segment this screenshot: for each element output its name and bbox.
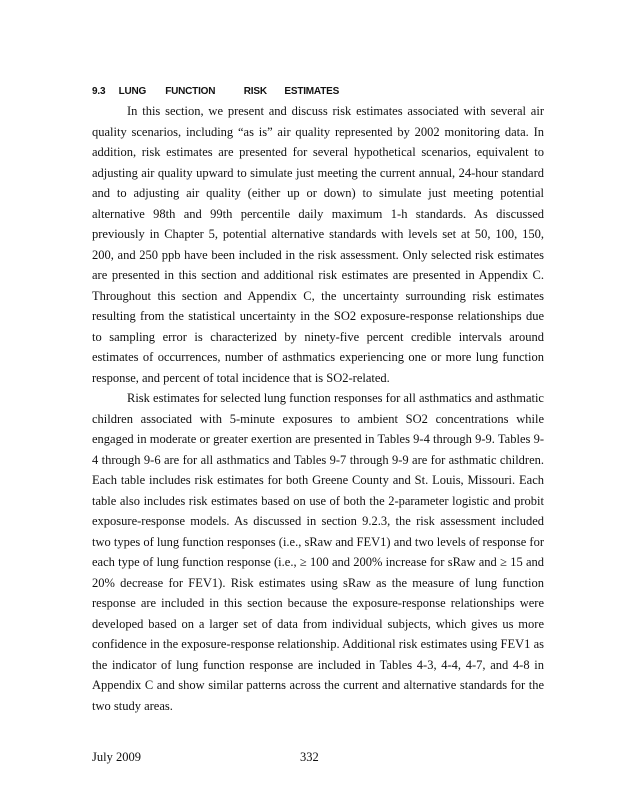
footer-date: July 2009 <box>92 750 141 764</box>
heading-word-estimates: ESTIMATES <box>284 86 340 97</box>
heading-word-risk: RISK <box>243 86 267 97</box>
body-text <box>92 101 544 716</box>
heading-word-function: FUNCTION <box>165 86 216 97</box>
section-number: 9.3 <box>92 86 106 97</box>
paragraph-2: Risk estimates for selected lung function responses for all asthmatics and asthmatic children associated with 5-minute exposures to ambient SO2 concentrations while engaged in moderate or greater exertion are presented in Tables 9-4 through 9-9. Tables 9-4 through 9-6 are for all asthmatics and Tables 9-7 through 9-9 are for asthmatic children. Each table includes risk estimates for both Greene County and St. Louis, Missouri. Each table also includes risk estimates based on use of both the 2-parameter logistic and probit exposure-response models. As discussed in section 9.2.3, the risk assessment included two types of lung function responses (i.e., sRaw and FEV1) and two levels of response for each type of lung function response (i.e., ≥ 100 and 200% increase for sRaw and ≥ 15 and 20% decrease for FEV1). Risk estimates using sRaw as the measure of lung function response are included in this section because the exposure-response relationships were developed based on a larger set of data from individual subjects, which gives us more confidence in the exposure-response relationship. Additional risk estimates using FEV1 as the indicator of lung function response are included in Tables 4-3, 4-4, 4-7, and 4-8 in Appendix C and show similar patterns across the current and alternative standards for the two study areas. <box>92 391 544 713</box>
footer-page-number: 332 <box>300 750 319 764</box>
section-heading <box>92 86 339 97</box>
heading-word-lung: LUNG <box>118 86 147 97</box>
paragraph-1: In this section, we present and discuss risk estimates associated with several air quality scenarios, including “as is” air quality represented by 2002 monitoring data. In addition, risk estimates are presented for several hypothetical scenarios, equivalent to adjusting air quality upward to simulate just meeting the current annual, 24-hour standard and to adjusting air quality (either up or down) to simulate just meeting potential alternative 98th and 99th percentile daily maximum 1-h standards. As discussed previously in Chapter 5, potential alternative standards with levels set at 50, 100, 150, 200, and 250 ppb have been included in the risk assessment. Only selected risk estimates are presented in this section and additional risk estimates are presented in Appendix C. Throughout this section and Appendix C, the uncertainty surrounding risk estimates resulting from the statistical uncertainty in the SO2 exposure-response relationships due to sampling error is characterized by ninety-five percent credible intervals around estimates of occurrences, number of asthmatics experiencing one or more lung function response, and percent of total incidence that is SO2-related. <box>92 104 544 385</box>
